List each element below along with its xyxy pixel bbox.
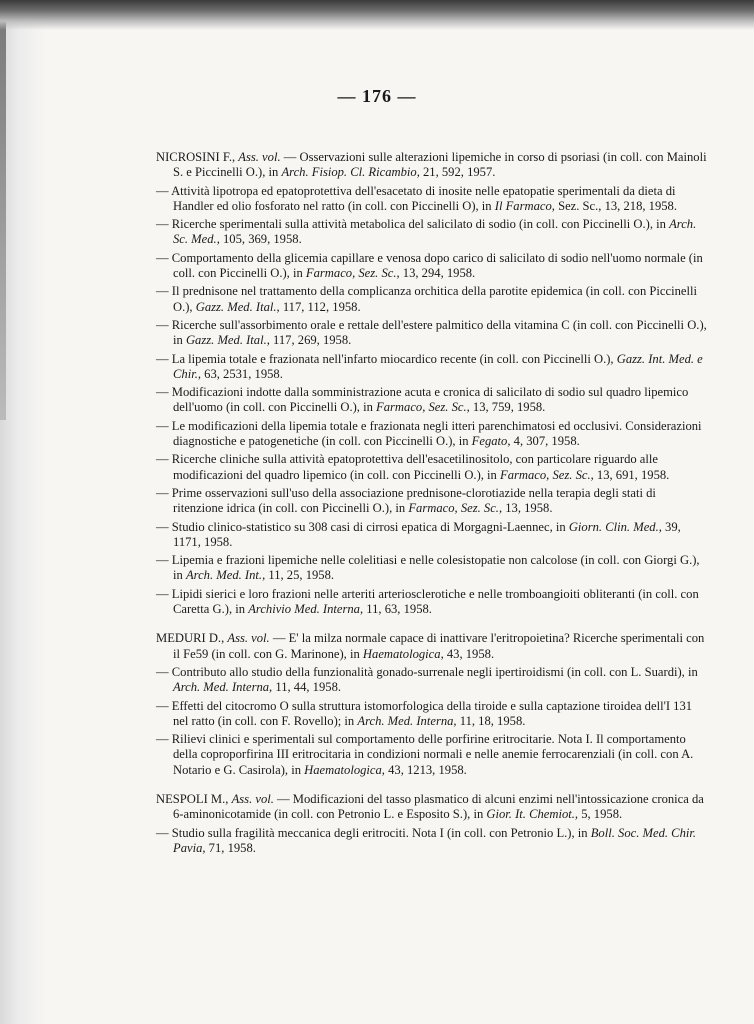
journal-name: Boll. Soc. Med. Chir. Pavia, (173, 825, 697, 855)
author-role: Ass. vol. (231, 791, 274, 806)
entry-text: Il prednisone nel trattamento della complicanza orchitica della parotite epidemica (in coll. con Piccinelli O.), (171, 284, 697, 314)
bibliography-entry (156, 452, 708, 483)
entry-text: Attività lipotropa ed epatoprotettiva dell'esacetato di inosite nelle epatopatie sperimentali da dieta di Handler ed olio fosforato nel ratto (in coll. con Piccinelli O), in (171, 183, 676, 213)
citation-details: 11, 18, 1958. (456, 713, 526, 728)
author-role: Ass. vol. (238, 150, 281, 164)
entry-dash: — (156, 586, 172, 601)
entry-dash: — (156, 385, 172, 400)
journal-name: Farmaco, Sez. Sc., (305, 266, 400, 281)
entry-dash: — (156, 664, 172, 679)
entry-text: — Modificazioni del tasso plasmatico di alcuni enzimi nell'intossicazione cronica da 6-aminonicotamide (in coll. con Petronio L. e Esposito S.), in (173, 791, 704, 822)
author-role: Ass. vol. (227, 631, 270, 646)
bibliography-entry (156, 284, 708, 315)
citation-details: 13, 294, 1958. (399, 266, 476, 281)
bibliography (156, 150, 708, 870)
entry-dash: — (156, 418, 172, 433)
citation-details: 63, 2531, 1958. (201, 366, 283, 381)
entry-dash: — (156, 825, 172, 840)
entry-dash: — (156, 317, 172, 332)
entry-text: Modificazioni indotte dalla somministrazione acuta e cronica di salicilato di sodio sul quadro lipemico dell'uomo (in coll. con Piccinelli O.), in (171, 385, 689, 415)
journal-name: Haematologica, (304, 762, 385, 777)
scan-shadow-top (0, 0, 754, 30)
entry-text: Studio sulla fragilità meccanica degli eritrociti. Nota I (in coll. con Petronio L.), in (171, 825, 591, 840)
entry-dash: — (156, 250, 172, 265)
entry-text: Lipidi sierici e loro frazioni nelle arteriti arteriosclerotiche e nelle tromboangioiti obliteranti (in coll. con Caretta G.), in (171, 586, 699, 617)
citation-details: Sez. Sc., 13, 218, 1958. (554, 198, 678, 213)
author-group (156, 792, 708, 856)
journal-name: Gior. It. Chemiot., (486, 807, 579, 822)
entry-text: Effetti del citocromo O sulla struttura istomorfologica della tiroide e sulla captazione tiroidea dell'I 131 nel ratto (in coll. con F. Rovello); in (171, 698, 693, 728)
journal-name: Arch. Med. Int., (185, 568, 266, 583)
entry-text: Contributo allo studio della funzionalità gonado-surrenale negli ipertiroidismi (in coll. con L. Suardi), in (171, 664, 698, 679)
journal-name: Farmaco, Sez. Sc., (408, 501, 503, 516)
entry-dash: — (156, 284, 172, 299)
journal-name: Farmaco, Sez. Sc., (500, 467, 594, 482)
bibliography-entry (156, 352, 708, 383)
entry-text: Prime osservazioni sull'uso della associazione prednisone-clorotiazide nella terapia degli stati di ritenzione idrica (in coll. con Piccinelli O.), in (171, 485, 656, 516)
entry-dash: — (156, 351, 172, 366)
bibliography-entry (156, 587, 708, 618)
entry-dash: — (156, 732, 172, 747)
entry-text: — Osservazioni sulle alterazioni lipemiche in corso di psoriasi (in coll. con Mainoli S. e Piccinelli O.), in (173, 150, 707, 180)
entry-text: Lipemia e frazioni lipemiche nelle colelitiasi e nelle colesistopatie non calcolose (in coll. con Giorgi G.), in (171, 553, 700, 583)
author-group (156, 631, 708, 778)
entry-text: Ricerche sperimentali sulla attività metabolica del salicilato di sodio (in coll. con Piccinelli O.), in (171, 217, 670, 232)
citation-details: 21, 592, 1957. (419, 165, 496, 180)
bibliography-entry (156, 318, 708, 349)
author-name: NICROSINI F., (156, 150, 239, 164)
citation-details: 13, 1958. (502, 501, 553, 516)
entry-text: La lipemia totale e frazionata nell'infarto miocardico recente (in coll. con Piccinelli O.), (171, 351, 617, 366)
scan-shadow-left (0, 0, 46, 1024)
citation-details: 11, 25, 1958. (265, 568, 335, 583)
citation-details: 4, 307, 1958. (510, 434, 580, 449)
author-group (156, 150, 708, 617)
entry-dash: — (156, 452, 172, 467)
citation-details: 43, 1213, 1958. (384, 762, 467, 777)
journal-name: Il Farmaco, (494, 198, 555, 213)
bibliography-entry (156, 217, 708, 248)
entry-dash: — (156, 553, 172, 568)
bibliography-entry (156, 419, 708, 450)
journal-name: Giorn. Clin. Med., (568, 519, 662, 534)
citation-details: 11, 63, 1958. (363, 602, 432, 617)
bibliography-entry (156, 553, 708, 584)
bibliography-entry (156, 251, 708, 282)
entry-text: — E' la milza normale capace di inattivare l'eritropoietina? Ricerche sperimentali con il Fe59 (in coll. con G. Marinone), in (173, 631, 705, 661)
entry-dash: — (156, 217, 172, 232)
entry-dash: — (156, 519, 172, 534)
entry-dash: — (156, 183, 172, 198)
author-name: NESPOLI M., (156, 791, 232, 806)
citation-details: 117, 269, 1958. (269, 333, 352, 348)
citation-details: 43, 1958. (443, 646, 495, 661)
journal-name: Arch. Fisiop. Cl. Ricambio, (281, 165, 420, 180)
journal-name: Archivio Med. Interna, (248, 602, 364, 617)
bibliography-entry (156, 665, 708, 696)
citation-details: 11, 44, 1958. (272, 680, 342, 695)
bibliography-entry (156, 385, 708, 416)
bibliography-entry (156, 486, 708, 517)
citation-details: 71, 1958. (205, 840, 256, 855)
citation-details: 39, 1171, 1958. (173, 519, 681, 549)
citation-details: 105, 369, 1958. (219, 232, 302, 247)
bibliography-entry (156, 150, 708, 181)
entry-text: Rilievi clinici e sperimentali sul comportamento delle porfirine eritrocitarie. Nota I. Il comportamento della coproporfirina III eritrocitaria in condizioni normali e nelle anemie ferrocarenziali (in coll. con A. Notario e G. Casirola), in (171, 732, 694, 777)
journal-name: Arch. Med. Interna, (173, 680, 273, 695)
bibliography-entry (156, 631, 708, 662)
journal-name: Fegato, (471, 434, 511, 449)
bibliography-entry (156, 699, 708, 730)
journal-name: Gazz. Int. Med. e Chir., (173, 351, 703, 381)
journal-name: Haematologica, (362, 646, 444, 661)
journal-name: Arch. Med. Interna, (357, 713, 457, 728)
citation-details: 5, 1958. (578, 807, 623, 822)
bibliography-entry (156, 520, 708, 551)
scan-edge-left (0, 0, 6, 420)
journal-name: Farmaco, Sez. Sc., (376, 400, 470, 415)
citation-details: 13, 691, 1958. (593, 467, 670, 482)
entry-text: Ricerche cliniche sulla attività epatoprotettiva dell'esacetilinositolo, con particolare riguardo alle modificazioni del quadro lipemico (in coll. con Piccinelli O.), in (171, 452, 658, 482)
journal-name: Gazz. Med. Ital., (195, 299, 280, 314)
bibliography-entry (156, 732, 708, 778)
bibliography-entry (156, 826, 708, 857)
citation-details: 13, 759, 1958. (469, 400, 546, 415)
citation-details: 117, 112, 1958. (279, 299, 361, 314)
entry-dash: — (156, 485, 172, 500)
entry-text: Ricerche sull'assorbimento orale e rettale dell'estere palmitico della vitamina C (in coll. con Piccinelli O.), in (171, 317, 707, 348)
bibliography-entry (156, 792, 708, 823)
journal-name: Arch. Sc. Med., (173, 217, 697, 247)
page-number: — 176 — (337, 86, 417, 106)
entry-text: Le modificazioni della lipemia totale e frazionata negli itteri parenchimatosi ed occlusivi. Considerazioni diagnostiche e patogenetiche (in coll. con Piccinelli O.), in (171, 418, 702, 449)
entry-text: Comportamento della glicemia capillare e venosa dopo carico di salicilato di sodio nell'uomo normale (in coll. con Piccinelli O.), in (171, 250, 703, 281)
author-name: MEDURI D., (156, 631, 228, 646)
bibliography-entry (156, 184, 708, 215)
entry-dash: — (156, 698, 172, 713)
journal-name: Gazz. Med. Ital., (185, 333, 270, 348)
entry-text: Studio clinico-statistico su 308 casi di cirrosi epatica di Morgagni-Laennec, in (171, 519, 569, 534)
